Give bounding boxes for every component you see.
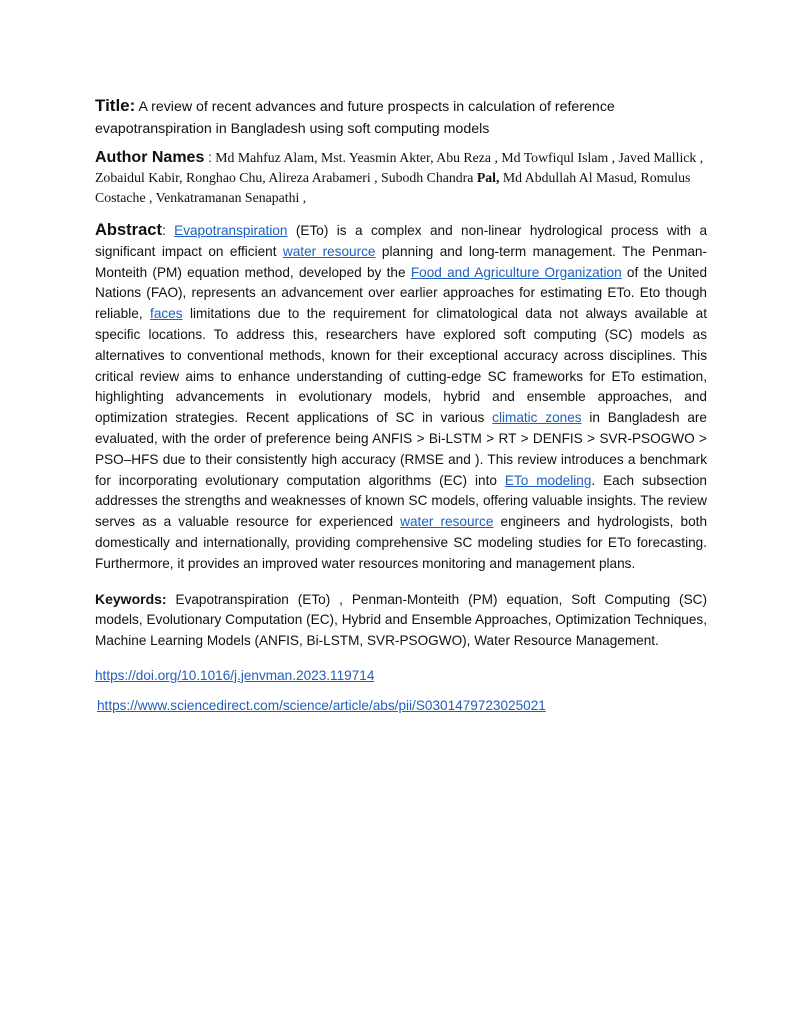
document-page xyxy=(95,95,707,716)
keywords-label: Keywords: xyxy=(95,590,167,607)
authors-text-after: Md Abdullah Al Masud, Romulus Costache , Venkatramanan Senapathi , xyxy=(95,170,691,205)
abstract-text-6: . Each subsection addresses the strengths and weaknesses of known SC models, offering valuable insights. The review serves as a valuable resource for experienced xyxy=(95,472,707,530)
authors-colon: : xyxy=(204,150,212,165)
abstract-text-2: planning and long-term management. The Penman-Monteith (PM) equation method, developed by the xyxy=(95,243,707,280)
title-section xyxy=(95,95,707,140)
authors-label: Author Names xyxy=(95,149,205,166)
authors-section xyxy=(95,148,707,208)
title-text: A review of recent advances and future prospects in calculation of reference evapotranspiration in Bangladesh using soft computing models xyxy=(95,99,615,137)
authors-bold-name: Pal, xyxy=(476,170,500,185)
link-water-resource-1[interactable]: water resource xyxy=(282,243,376,259)
abstract-text-3: of the United Nations (FAO), represents an advancement over earlier approaches for estimating ETo. Eto though reliable, xyxy=(95,264,708,322)
abstract-text-1: (ETo) is a complex and non-linear hydrological process with a significant impact on efficient xyxy=(95,223,707,259)
abstract-colon: : xyxy=(161,223,166,238)
doi-line xyxy=(95,666,707,686)
keywords-text: Evapotranspiration (ETo) , Penman-Monteith (PM) equation, Soft Computing (SC) models, Evolutionary Computation (EC), Hybrid and Ensemble Approaches, Optimization Techniques, Machine Learning Models (ANFIS, Bi-LSTM, SVR-PSOGWO), Water Resource Management. xyxy=(95,591,707,649)
link-evapotranspiration[interactable]: Evapotranspiration xyxy=(174,223,288,238)
abstract-text-4: limitations due to the requirement for climatological data not always available at specific locations. To address this, researchers have explored soft computing (SC) models as alternatives to conventional methods, known for their exceptional accuracy across disciplines. This critical review aims to enhance understanding of cutting-edge SC frameworks for ETo estimation, highlighting advancements in evolutionary models, hybrid and ensemble approaches, and optimization strategies. Recent applications of SC in various xyxy=(95,306,707,426)
keywords-section xyxy=(95,589,707,652)
link-fao[interactable]: Food and Agriculture Organization xyxy=(410,264,622,280)
title-label: Title: xyxy=(95,96,136,115)
abstract-section xyxy=(95,220,707,575)
link-water-resource-2[interactable]: water resource xyxy=(400,514,494,530)
link-climatic-zones[interactable]: climatic zones xyxy=(492,410,582,426)
doi-link[interactable]: https://doi.org/10.1016/j.jenvman.2023.119714 xyxy=(95,667,375,683)
link-eto-modeling[interactable]: ETo modeling xyxy=(504,472,592,488)
link-faces[interactable]: faces xyxy=(150,306,183,322)
sciencedirect-link[interactable]: https://www.sciencedirect.com/science/article/abs/pii/S0301479723025021 xyxy=(97,697,546,713)
abstract-label: Abstract xyxy=(95,221,162,239)
abstract-text-7: engineers and hydrologists, both domestically and internationally, providing comprehensive SC modeling studies for ETo forecasting. Furthermore, it provides an improved water resources monitoring and management plans. xyxy=(95,514,708,571)
abstract-text-5: in Bangladesh are evaluated, with the order of preference being ANFIS > Bi-LSTM > RT > DENFIS > SVR-PSOGWO > PSO–HFS due to their consistently high accuracy (RMSE and ). This review introduces a benchmark for incorporating evolutionary computation algorithms (EC) into xyxy=(95,410,707,488)
sciencedirect-line xyxy=(95,696,707,716)
authors-text: Md Mahfuz Alam, Mst. Yeasmin Akter, Abu Reza , Md Towfiqul Islam , Javed Mallick , Zobaidul Kabir, Ronghao Chu, Alireza Arabameri , Subodh Chandra xyxy=(95,150,704,185)
